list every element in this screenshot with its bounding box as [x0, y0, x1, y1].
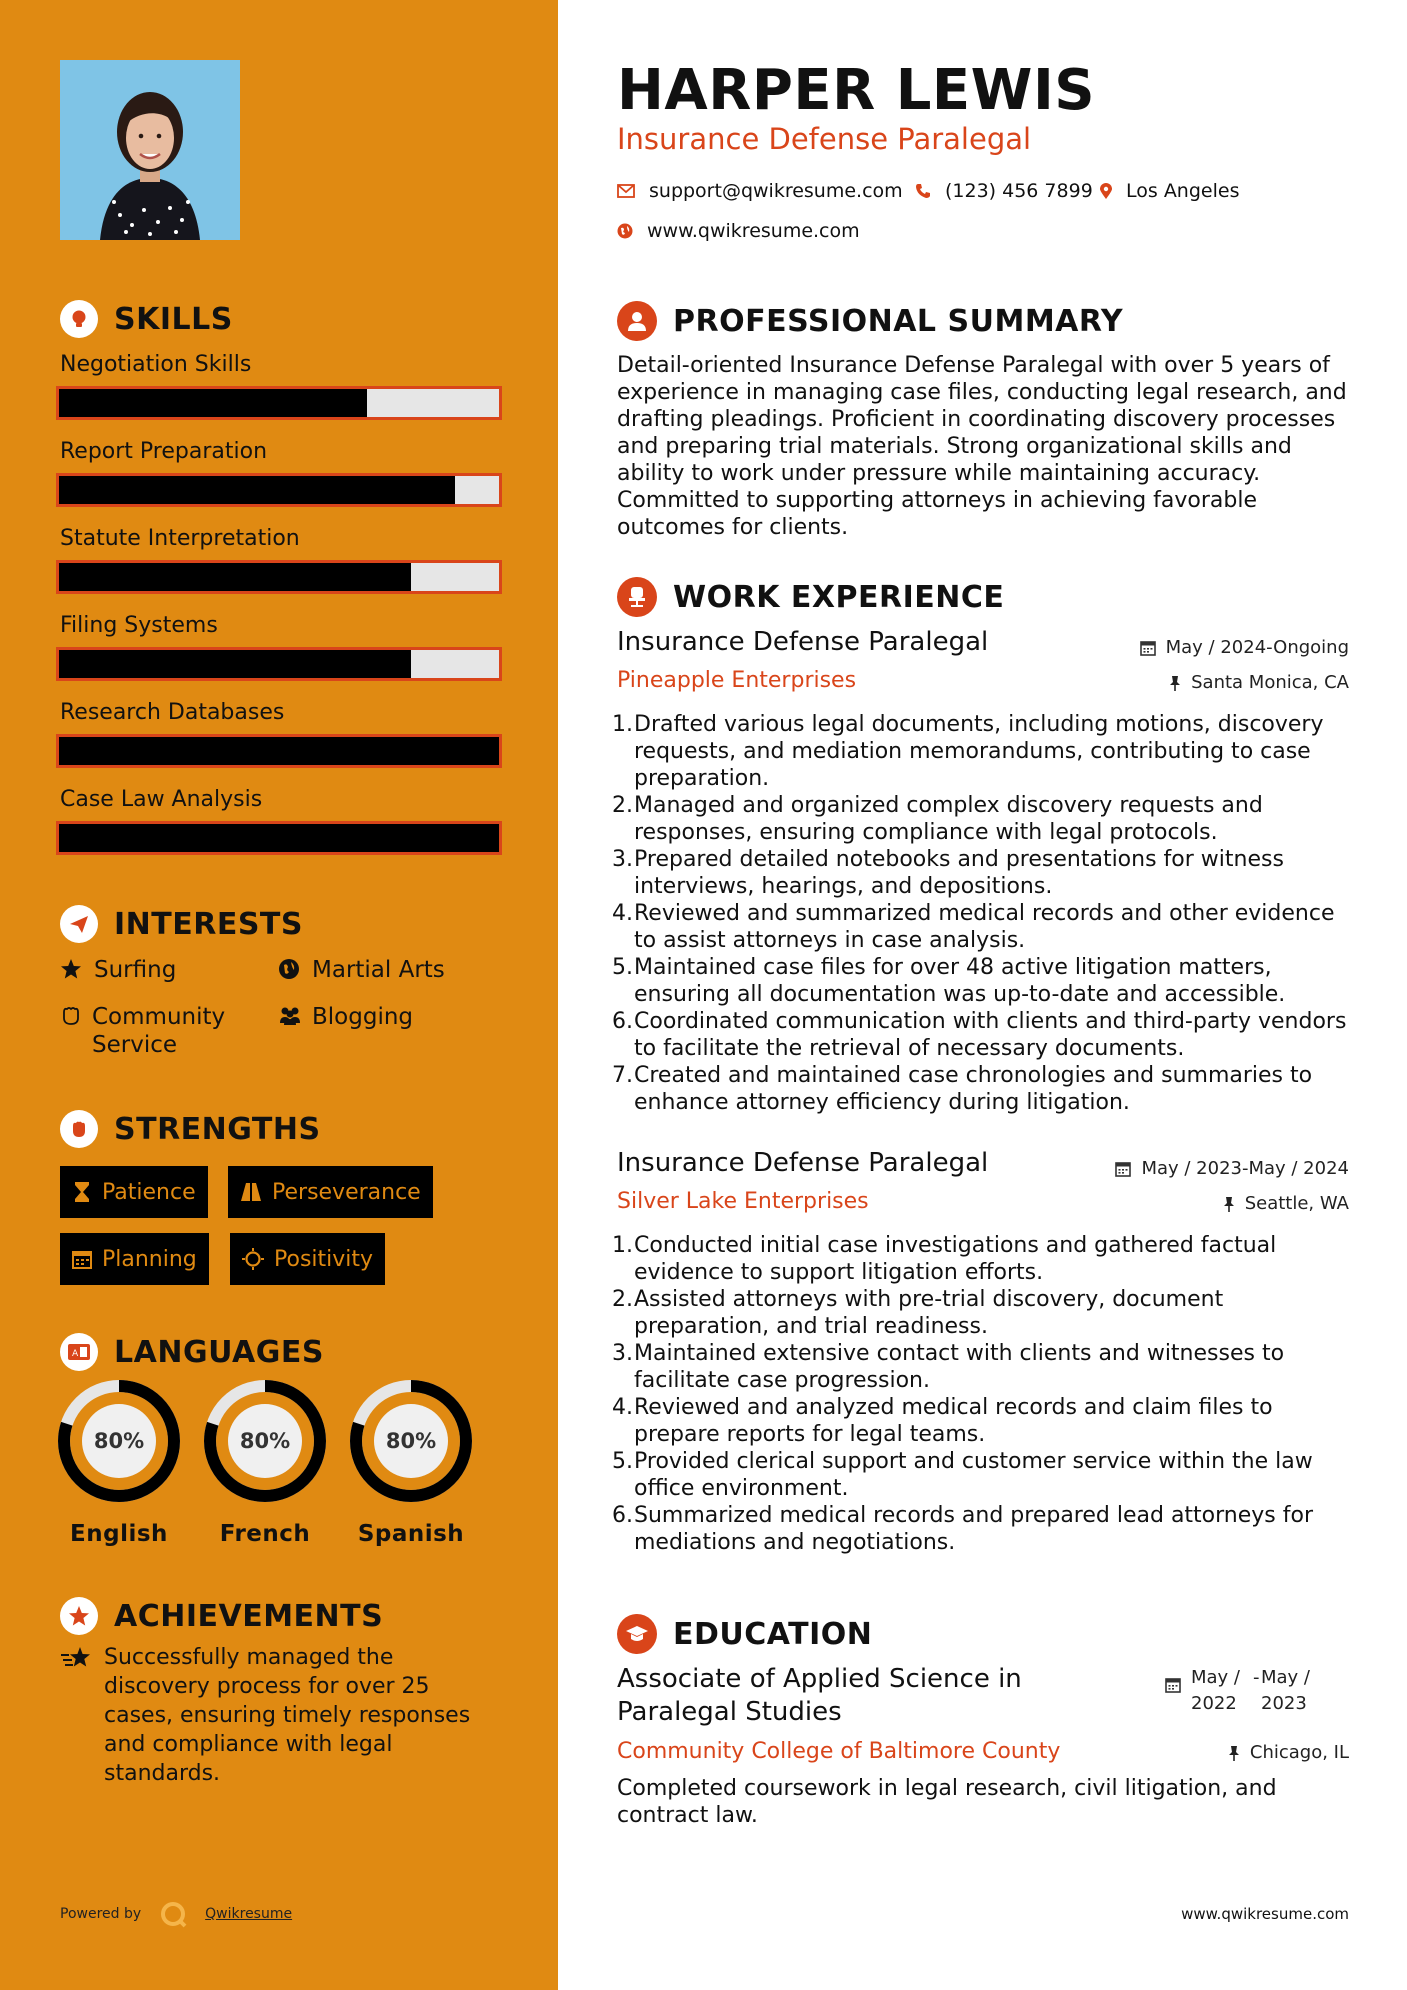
- skill-label: Report Preparation: [60, 439, 268, 464]
- job-bullets: [612, 711, 1352, 1116]
- language-name: English: [70, 1521, 168, 1547]
- svg-text:A: A: [72, 1349, 79, 1359]
- hourglass-icon: [72, 1181, 92, 1203]
- job-title: Insurance Defense Paralegal: [617, 627, 989, 657]
- footer-website[interactable]: www.qwikresume.com: [1181, 1905, 1349, 1923]
- interest-item: Martial Arts: [278, 956, 445, 987]
- list-item: 1. Conducted initial case investigations and gathered factual evidence to support litigation efforts.: [612, 1233, 1277, 1285]
- pushpin-icon: [1228, 1745, 1240, 1761]
- qwikresume-link[interactable]: Qwikresume: [205, 1906, 293, 1922]
- list-item: 1. Drafted various legal documents, including motions, discovery requests, and mediation memorandums, contributing to case preparation.: [612, 712, 1324, 791]
- education-description: Completed coursework in legal research, civil litigation, and contract law.: [617, 1776, 1277, 1828]
- location-contact: Los Angeles: [1100, 180, 1239, 202]
- star-icon: [60, 958, 84, 987]
- phone-contact[interactable]: (123) 456 7899: [915, 180, 1093, 202]
- education-location: Chicago, IL: [1228, 1742, 1349, 1763]
- list-item: 3. Maintained extensive contact with clients and witnesses to facilitate case progression.: [612, 1341, 1285, 1393]
- strength-badge: Patience: [60, 1166, 208, 1218]
- skills-heading: SKILLS: [60, 300, 233, 338]
- calendar-icon: [72, 1249, 92, 1269]
- envelope-icon: [617, 184, 635, 198]
- powered-by: Powered by Qwikresume: [60, 1900, 292, 1928]
- language-gauge: [57, 1379, 181, 1547]
- strength-badge: Planning: [60, 1233, 209, 1285]
- education-degree: Associate of Applied Science in Paralegal Studies: [617, 1664, 1022, 1727]
- map-pin-icon: [1100, 183, 1112, 200]
- translate-icon: [60, 1333, 98, 1371]
- website-contact[interactable]: www.qwikresume.com: [617, 220, 860, 242]
- language-percent: 80%: [239, 1429, 291, 1453]
- paper-plane-icon: [60, 905, 98, 943]
- education-school: Community College of Baltimore County: [617, 1739, 1061, 1764]
- pushpin-icon: [1223, 1196, 1235, 1212]
- interests-heading: INTERESTS: [60, 905, 303, 943]
- education-dates: May / 2022 - May / 2023: [1165, 1665, 1331, 1717]
- skill-bar: [56, 473, 502, 507]
- summary-text: Detail-oriented Insurance Defense Paralegal with over 5 years of experience in managing case files, conducting legal research, and drafting pleadings. Proficient in coordinating discovery processes and preparing trial materials. Strong organizational skills and ability to work under pressure while maintaining accuracy. Committed to supporting attorneys in achieving favorable outcomes for clients.: [617, 353, 1347, 540]
- list-item: 2. Assisted attorneys with pre-trial discovery, document preparation, and trial readiness.: [612, 1287, 1224, 1339]
- job-dates: May / 2024-Ongoing: [1140, 637, 1349, 658]
- calendar-icon: [1115, 1161, 1131, 1177]
- user-icon: [617, 301, 657, 341]
- globe-icon: [278, 958, 302, 987]
- list-item: 4. Reviewed and summarized medical records and other evidence to assist attorneys in case analysis.: [612, 901, 1335, 953]
- language-gauge: [349, 1379, 473, 1547]
- skill-label: Research Databases: [60, 700, 285, 725]
- skill-bar: [56, 821, 502, 855]
- qwikresume-logo-icon: [159, 1900, 187, 1928]
- job-dates: May / 2023-May / 2024: [1115, 1158, 1349, 1179]
- achievements-heading: ACHIEVEMENTS: [60, 1597, 383, 1635]
- lightbulb-icon: [60, 300, 98, 338]
- sun-icon: [242, 1248, 264, 1270]
- job-company: Pineapple Enterprises: [617, 668, 857, 693]
- phone-icon: [915, 183, 931, 199]
- list-item: 4. Reviewed and analyzed medical records and claim files to prepare reports for legal teams.: [612, 1395, 1273, 1447]
- job-location: Seattle, WA: [1223, 1193, 1349, 1214]
- language-name: French: [219, 1521, 311, 1547]
- language-gauge: [203, 1379, 327, 1547]
- skill-label: Statute Interpretation: [60, 526, 300, 551]
- skill-label: Filing Systems: [60, 613, 218, 638]
- email-contact[interactable]: support@qwikresume.com: [617, 180, 903, 202]
- pushpin-icon: [1169, 675, 1181, 691]
- job-company: Silver Lake Enterprises: [617, 1189, 869, 1214]
- summary-heading: PROFESSIONAL SUMMARY: [617, 301, 1123, 341]
- interest-item: Blogging: [278, 1003, 413, 1034]
- interest-item: Surfing: [60, 956, 176, 987]
- calendar-icon: [1165, 1675, 1181, 1717]
- calendar-icon: [1140, 640, 1156, 656]
- achievement-item: Successfully managed the discovery process for over 25 cases, ensuring timely responses and compliance with legal standards.: [60, 1643, 500, 1788]
- skill-bar: [56, 734, 502, 768]
- list-item: 5. Provided clerical support and customer service within the law office environment.: [612, 1449, 1313, 1501]
- list-item: 3. Prepared detailed notebooks and presentations for witness interviews, hearings, and depositions.: [612, 847, 1284, 899]
- graduation-cap-icon: [617, 1614, 657, 1654]
- language-percent: 80%: [93, 1429, 145, 1453]
- skill-bar: [56, 560, 502, 594]
- skill-label: Case Law Analysis: [60, 787, 263, 812]
- job-bullets: [612, 1232, 1352, 1556]
- road-icon: [240, 1182, 262, 1202]
- list-item: 7. Created and maintained case chronologies and summaries to enhance attorney efficiency during litigation.: [612, 1063, 1313, 1115]
- strength-badge: Perseverance: [228, 1166, 433, 1218]
- interest-item: Community Service: [60, 1003, 260, 1059]
- job-title: Insurance Defense Paralegal: [617, 1148, 989, 1178]
- shooting-star-icon: [60, 1645, 94, 1788]
- list-item: 2. Managed and organized complex discovery requests and responses, ensuring compliance with legal protocols.: [612, 793, 1263, 845]
- skill-bar: [56, 647, 502, 681]
- fist-icon: [60, 1110, 98, 1148]
- strengths-heading: STRENGTHS: [60, 1110, 321, 1148]
- candidate-role: Insurance Defense Paralegal: [617, 122, 1032, 156]
- users-icon: [278, 1005, 302, 1034]
- education-heading: EDUCATION: [617, 1614, 872, 1654]
- skill-bar: [56, 386, 502, 420]
- profile-photo: [60, 60, 240, 240]
- list-item: 6. Summarized medical records and prepared lead attorneys for mediations and negotiations.: [612, 1503, 1313, 1555]
- star-badge-icon: [60, 1597, 98, 1635]
- languages-heading: A LANGUAGES: [60, 1333, 324, 1371]
- list-item: 6. Coordinated communication with clients and third-party vendors to facilitate the retrieval of necessary documents.: [612, 1009, 1347, 1061]
- hand-icon: [60, 1005, 82, 1034]
- globe-icon: [617, 223, 633, 239]
- list-item: 5. Maintained case files for over 48 active litigation matters, ensuring all documentation was up-to-date and accessible.: [612, 955, 1286, 1007]
- office-chair-icon: [617, 577, 657, 617]
- language-name: Spanish: [357, 1521, 465, 1547]
- language-percent: 80%: [385, 1429, 437, 1453]
- strength-badge: Positivity: [230, 1233, 385, 1285]
- skill-label: Negotiation Skills: [60, 352, 252, 377]
- candidate-name: HARPER LEWIS: [617, 58, 1096, 123]
- job-location: Santa Monica, CA: [1169, 672, 1349, 693]
- work-heading: WORK EXPERIENCE: [617, 577, 1004, 617]
